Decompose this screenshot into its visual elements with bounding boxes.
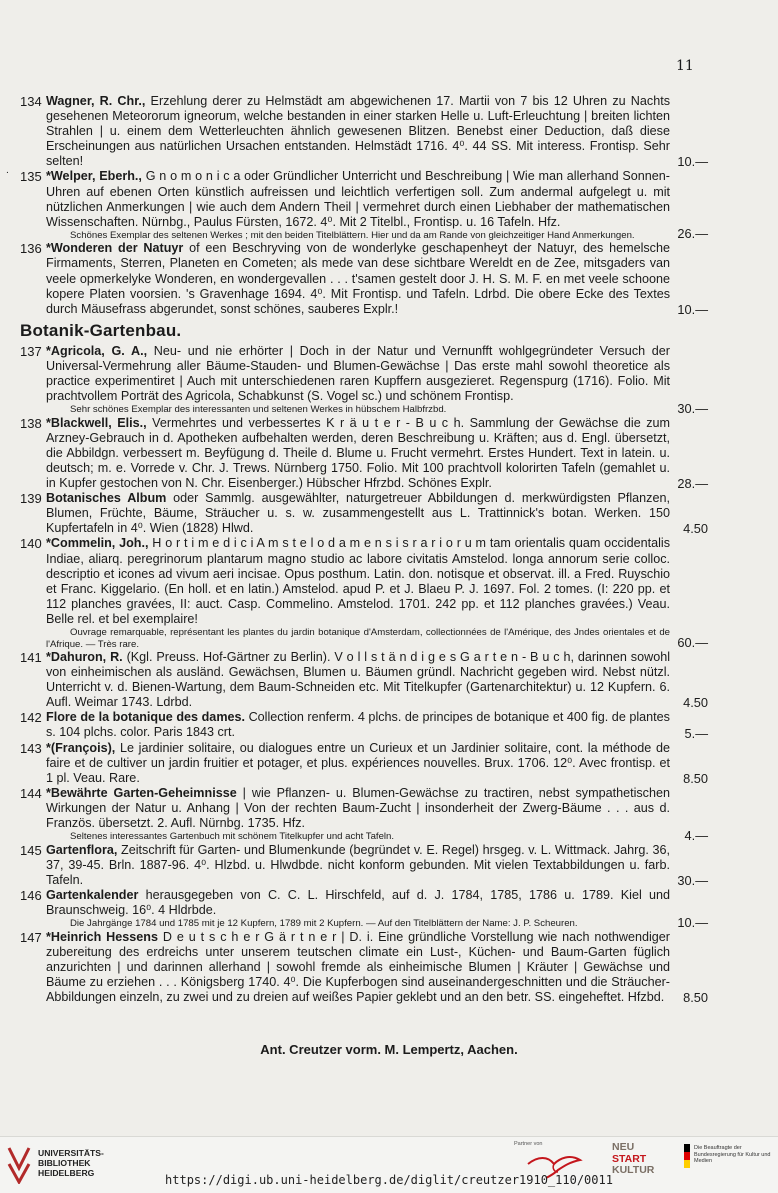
entry-text — [46, 710, 670, 740]
entry-number: 141 — [20, 650, 42, 665]
entry-description: Zeitschrift für Garten- und Blumenkunde (begründet v. E. Regel) hrsgeg. v. L. Wittmack. Jahrg. 36, 37, 39-45. Brln. 1887-96. 4⁰. Hlzbd. u. Hlwdbde. nicht konform gebunden. Mit vielen Textabbildungen u. farb. Tafeln. — [46, 842, 670, 887]
entry-heading: *Agricola, G. A., — [46, 343, 148, 358]
margin-mark: . — [6, 166, 9, 176]
entry-price: 10.— — [677, 914, 708, 930]
section-title: Botanik-Gartenbau. — [20, 320, 182, 340]
entry-number: 135 — [20, 169, 42, 185]
neustart-line: START — [612, 1152, 647, 1165]
entry-note: Schönes Exemplar des seltenen Werkes ; mit den beiden Titelblättern. Hier und da am Rande von gleichzeitiger Hand Anmerkungen. — [70, 229, 635, 241]
catalog-entry — [20, 785, 708, 843]
entry-text — [46, 169, 670, 229]
neustart-line: NEU — [612, 1141, 635, 1153]
entry-number: 140 — [20, 536, 42, 552]
entry-note: Seltenes interessantes Gartenbuch mit schönem Titelkupfer und acht Tafeln. — [70, 831, 395, 843]
entry-description: D e u t s c h e r G ä r t n e r | D. i. Eine gründliche Vorstellung wie nach nothwendiger zubereitung des erdreichs unter unserem teutschen climate ein Lust-, Küchen- und Baum-Garten füglich anzurichten | und darinnen allerhand | sowohl fremde als einheimische Blumen | Kräuter | Gewächse und Bäume zu erziehen . . . Königsberg 1740. 4⁰. Die Kupferbogen sind auseinandergeschnitten und die Sträucher-Abbildungen einzeln, zu zwei und zu dreien auf weißes Papier geklebt und an den betr. SS. eingeheftet. Hfzbd. — [46, 929, 670, 1004]
entry-description: oder Sammlg. ausgewählter, naturgetreuer Abbildungen d. merkwürdigsten Pflanzen, Blumen, Früchte, Bäume, Sträucher u. s. w. zusammengestellt aus L. Trattinnick's botan. Werken. 150 Kupfertafeln in 4⁰. Wien (1828) Hlwd. — [46, 491, 670, 536]
entry-description: H o r t i m e d i c i A m s t e l o d a m e n s i s r a r i o r u m tam orientalis quam occidentalis Indiae, aliarq. peregrinorum plantarum magno studio ac labore civitatis Amstelod. longa annorum serie colloc. descriptio et icones ad vivum aeri incisae. Opus posthum. Latin. don. notisque et observat. ill. a Fred. Ruyschio et Franc. Kiggelario. (En holl. et en latin.) Amstelod. apud P. et J. Blaeu P. J. 1697. Fol. 2 tomes. (I: 220 pp. et 112 planches gravées, II: auct. Casp. Commelino. Amstelod. 1701. 242 pp. et 112 planches gravées.) Veau. Belle rel. et bel exemplaire! — [46, 536, 670, 626]
entry-price: 4.— — [684, 827, 708, 843]
entry-description: G n o m o n i c a oder Gründlicher Unterricht und Beschreibung | Wie man allerhand Sonnen-Uhren auf ebenen Orten künstlich aufreissen und leichtlich verfertigen soll. Zum andermal aufgelegt u. mit nützlichen Anmerkungen | wie auch dem Andern Theil | vermehret durch einen Liebhaber der mathematischen Wissenschaften. Nürnbg., Paulus Fürsten, 1672. 4⁰. Mit 2 Titelbl., Frontisp. u. 16 Tafeln. Hfz. — [46, 169, 670, 229]
entry-description: | wie Pflanzen- u. Blumen-Gewächse zu tractiren, nebst sympathetischen Wirkungen der Natur u. Anhang | Von der rechten Baum-Zucht | insonderheit der Zwerg-Bäume . . . aus d. Französ. übersetzt. 2. Aufl. Nürnbg. 1735. Hfz. — [46, 785, 670, 831]
entry-description: of een Beschryving von de wonderlyke geschapenheyt der Natuyr, des hemelsche Firmaments, Sterren, Planeten en Cometen; als mede van dese sichtbare Wereldt en de Zee, mitsgaders van veele opmerkelyke Wonderen, en wondergevallen . . . t'samen gestelt door J. H. S. M. F. en met veele schoone kopere Platen voorsien. 's Gravenhage 1694. 4⁰. Mit Frontisp. und Tafeln. Ldrbd. Die obere Ecke des Textes durch Mäusefrass abgerundet, sonst schönes, sauberes Explr.! — [46, 241, 670, 316]
entry-number: 136 — [20, 241, 42, 257]
entry-text — [46, 94, 670, 169]
catalog-entry — [20, 842, 708, 888]
catalog-entry — [20, 169, 708, 242]
entry-price: 4.50 — [683, 521, 708, 537]
entry-heading: *Commelin, Joh., — [46, 536, 149, 551]
entry-text — [46, 930, 670, 1005]
catalog-entry — [20, 415, 708, 492]
entry-heading: *Bewährte Garten-Geheimnisse — [46, 785, 237, 800]
entry-text — [46, 888, 670, 918]
entry-number: 142 — [20, 710, 42, 726]
entry-number: 147 — [20, 929, 42, 945]
entry-text — [46, 741, 670, 786]
entry-number: 144 — [20, 785, 42, 801]
entry-text — [46, 536, 670, 627]
entry-heading: *Dahuron, R. — [46, 650, 123, 664]
entry-heading: *Wonderen der Natuyr — [46, 241, 184, 256]
entry-heading: Gartenkalender — [46, 887, 139, 902]
entry-text — [46, 491, 670, 536]
entry-heading: Flore de la botanique des dames. — [46, 710, 246, 725]
entry-number: 137 — [20, 343, 42, 359]
entry-price: 4.50 — [683, 695, 708, 711]
entry-description: Erzehlung derer zu Helmstädt am abgewichenen 17. Martii von 7 bis 12 Uhren zu Nachts gesehenen Meteororum igneorum, welche bestanden in einer starken Helle u. Luft-Erleuchtung | breiten lichten Strahlen | u. einem dem Wetterleuchten ähnlich gewesenen Blitzen. Benebst einer Deduction, daß diese Erscheinungen aus natürlichen Ursachen entstanden. Helmstädt 1716. 4⁰. 44 SS. Mit interess. Frontisp. Sehr selten! — [46, 94, 670, 169]
entry-price: 60.— — [677, 635, 708, 650]
entry-note: Die Jahrgänge 1784 und 1785 mit je 12 Kupfern, 1789 mit 2 Kupfern. — Auf den Titelblättern der Name: J. P. Scheuren. — [70, 918, 578, 930]
library-line: UNIVERSITÄTS- — [38, 1148, 104, 1158]
library-line: BIBLIOTHEK — [38, 1158, 91, 1168]
entry-heading: *Heinrich Hessens — [46, 929, 158, 944]
catalog-listing — [0, 94, 778, 1005]
publisher-footer: Ant. Creutzer vorm. M. Lempertz, Aachen. — [260, 1042, 518, 1057]
library-line: HEIDELBERG — [38, 1168, 95, 1178]
entry-number: 143 — [20, 740, 42, 756]
entry-note: Sehr schönes Exemplar des interessanten und seltenen Werkes in hübschem Halbfrzbd. — [70, 404, 447, 416]
entry-description: Neu- und nie erhörter | Doch in der Natur und Vernunfft wohlgegründeter Versuch der Universal-Vermehrung aller Bäume-Stauden- und Blumen-Gewächse | Das erste mahl sowohl theoretice als practice experimentiret | Auch mit unterschiedenen raren Kupffern ausgezieret. Regenspurg (1716). Folio. Mit prachtvollem Porträt des Agricola, Schabkunst (S. Vogel sc.) und schönem Frontisp. — [46, 343, 670, 404]
entry-number: 139 — [20, 491, 42, 507]
entry-price: 10.— — [677, 154, 708, 170]
entry-price: 10.— — [677, 301, 708, 317]
entry-description: Vermehrtes und verbessertes K r ä u t e r - B u c h. Sammlung der Gewächse die zum Arzney-Gebrauch in d. Apotheken aufbehalten werden, deren Beschreibung u. Kräften; aus d. Engl. übersetzt, die Abbildgn. verbessert m. Beyfügung d. Theile d. Blume u. Frucht vermehrt. Erstes Hundert. Text in latein. u. deutsch; m. e. Vorrede v. Chr. J. Trews. Nürnberg 1750. Folio. Mit 100 prachtvoll kolorirten Tafeln (gemahlet u. in Kupfer gestochen von N. Chr. Eisenberger.) Hübscher Hfrzbd. Schönes Explr. — [46, 415, 670, 491]
entry-heading: Gartenflora, — [46, 842, 118, 857]
catalog-entry — [20, 650, 708, 711]
entry-number: 145 — [20, 842, 42, 858]
entry-description: herausgegeben von C. C. L. Hirschfeld, auf d. J. 1784, 1785, 1786 u. 1789. Kiel und Braunschweig. 16⁰. 4 Hldrbde. — [46, 887, 670, 917]
document-url-link[interactable]: https://digi.ub.uni-heidelberg.de/diglit/creutzer1910_110/0011 — [165, 1173, 613, 1187]
entry-description: Le jardinier solitaire, ou dialogues entre un Curieux et un Jardinier solitaire, cont. la méthode de faire et de cultiver un jardin fruitier et potager, et plus. expériences nouvelles. Brux. 1706. 12⁰. Avec frontisp. et 1 pl. Veau. Rare. — [46, 740, 670, 785]
entry-price: 30.— — [677, 400, 708, 416]
entry-description: (Kgl. Preuss. Hof-Gärtner zu Berlin). V o l l s t ä n d i g e s G a r t e n - B u c h, darinnen sowohl von einheimischen als ausländ. Gewächsen, Blumen u. Bäumen gründl. Nachricht gegeben wird. Nebst nützl. Unterricht v. d. Bienen-Wartung, dem Baum-Schneiden etc. Mit Titelkupfer (Gartenarchitektur) u. 12 Kupfern. 6. Aufl. Weimar 1743. Ldrbd. — [46, 650, 670, 710]
entry-heading: Wagner, R. Chr., — [46, 94, 146, 108]
entry-price: 8.50 — [683, 770, 708, 786]
entry-price: 8.50 — [683, 990, 708, 1006]
catalog-entry — [20, 929, 708, 1006]
entry-number: 134 — [20, 94, 42, 109]
entry-text — [46, 786, 670, 831]
entry-heading: *(François), — [46, 740, 116, 755]
entry-text — [46, 344, 670, 404]
catalog-entry — [20, 710, 708, 741]
neustart-kultur-logo[interactable] — [612, 1141, 655, 1177]
entry-number: 146 — [20, 887, 42, 903]
entry-text — [46, 843, 670, 888]
neustart-line: KULTUR — [612, 1164, 655, 1176]
catalog-entry — [20, 491, 708, 537]
entry-heading: *Welper, Eberh., — [46, 169, 142, 184]
catalog-entry — [20, 343, 708, 416]
government-sponsor-text[interactable]: Die Beauftragte der Bundesregierung für Kultur und Medien — [694, 1145, 771, 1165]
entry-price: 28.— — [677, 476, 708, 492]
entry-text — [46, 241, 670, 316]
catalog-entry — [20, 536, 708, 650]
entry-price: 30.— — [677, 872, 708, 888]
entry-description: Collection renferm. 4 plchs. de principes de botanique et 400 fig. de plantes s. 104 plchs. color. Paris 1843 crt. — [46, 710, 670, 740]
german-flag-icon — [684, 1144, 690, 1168]
entry-note: Ouvrage remarquable, représentant les plantes du jardin botanique d'Amsterdam, collectionnées de l'Amérique, des Jndes orientales et de l'Afrique. — Très rare. — [46, 627, 670, 650]
catalog-entry — [20, 94, 708, 170]
page-number: 11 — [676, 58, 694, 74]
entry-text — [46, 650, 670, 710]
entry-price: 26.— — [677, 226, 708, 242]
catalog-entry — [20, 887, 708, 930]
entry-price: 5.— — [684, 725, 708, 741]
entry-heading: *Blackwell, Elis., — [46, 415, 147, 430]
catalog-entry — [20, 241, 708, 317]
catalog-entry — [20, 740, 708, 786]
entry-number: 138 — [20, 415, 42, 431]
partner-label: Partner von — [514, 1141, 543, 1147]
entry-heading: Botanisches Album — [46, 491, 167, 506]
entry-text — [46, 416, 670, 491]
